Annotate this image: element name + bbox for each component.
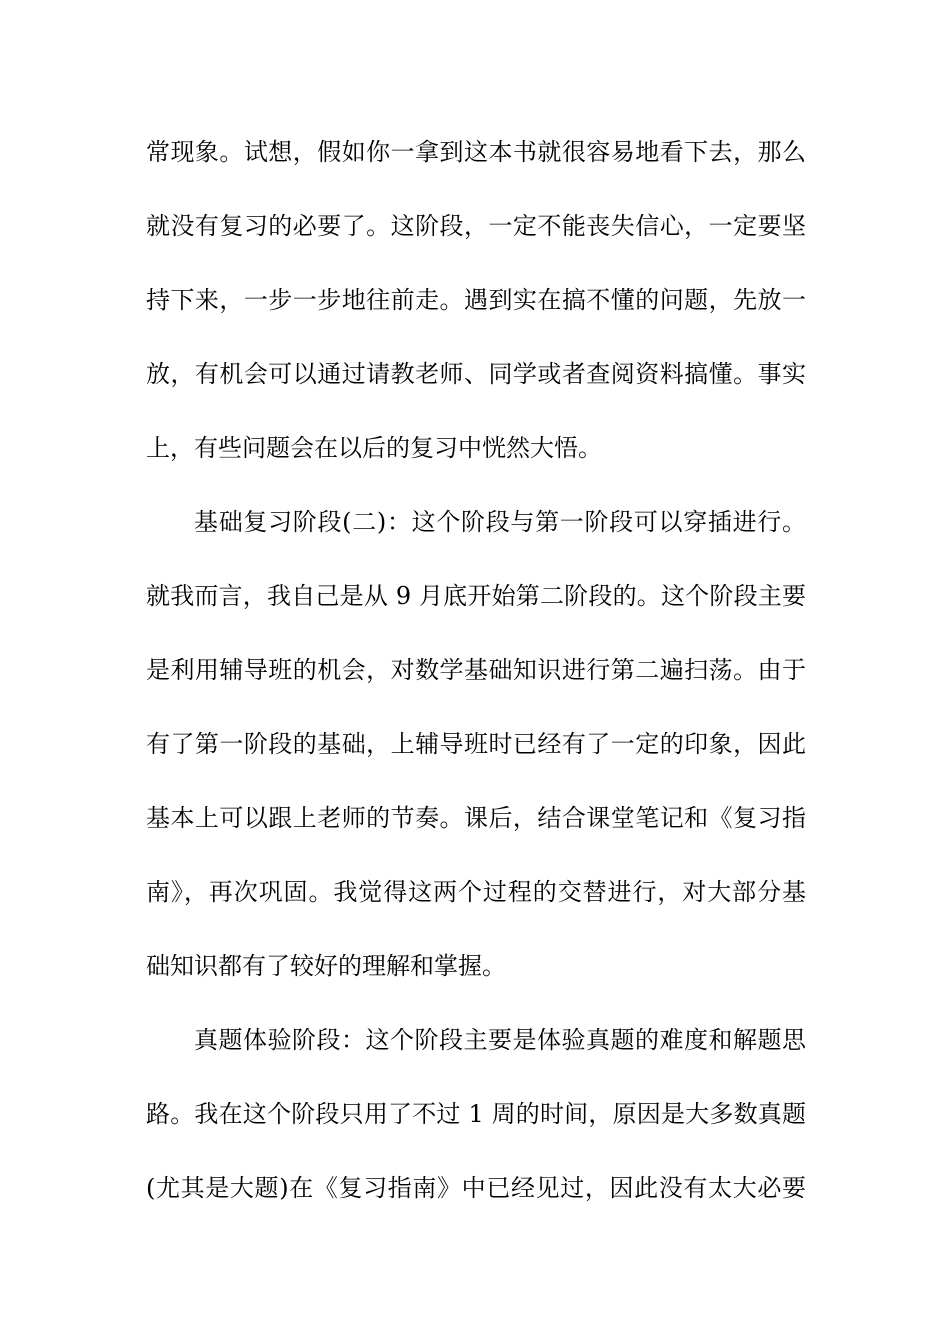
text-line: 就我而言，我自己是从 9 月底开始第二阶段的。这个阶段主要 [146, 582, 806, 610]
text-line: 路。我在这个阶段只用了不过 1 周的时间，原因是大多数真题 [146, 1100, 806, 1128]
text-line: 南》，再次巩固。我觉得这两个过程的交替进行，对大部分基 [146, 878, 806, 906]
text-line: 持下来，一步一步地往前走。遇到实在搞不懂的问题，先放一 [146, 286, 806, 314]
text-line: 常现象。试想，假如你一拿到这本书就很容易地看下去，那么 [146, 138, 806, 166]
text-line: 就没有复习的必要了。这阶段，一定不能丧失信心，一定要坚 [146, 212, 806, 240]
text-line: 上，有些问题会在以后的复习中恍然大悟。 [146, 434, 602, 462]
text-line: 是利用辅导班的机会，对数学基础知识进行第二遍扫荡。由于 [146, 656, 806, 684]
text-line: (尤其是大题)在《复习指南》中已经见过，因此没有太大必要 [146, 1174, 806, 1202]
paragraph-start-line: 真题体验阶段：这个阶段主要是体验真题的难度和解题思 [194, 1026, 806, 1054]
paragraph-start-line: 基础复习阶段(二)：这个阶段与第一阶段可以穿插进行。 [194, 508, 806, 536]
text-line: 基本上可以跟上老师的节奏。课后，结合课堂笔记和《复习指 [146, 804, 806, 832]
text-line: 有了第一阶段的基础，上辅导班时已经有了一定的印象，因此 [146, 730, 806, 758]
text-line: 放，有机会可以通过请教老师、同学或者查阅资料搞懂。事实 [146, 360, 806, 388]
text-line: 础知识都有了较好的理解和掌握。 [146, 952, 506, 980]
